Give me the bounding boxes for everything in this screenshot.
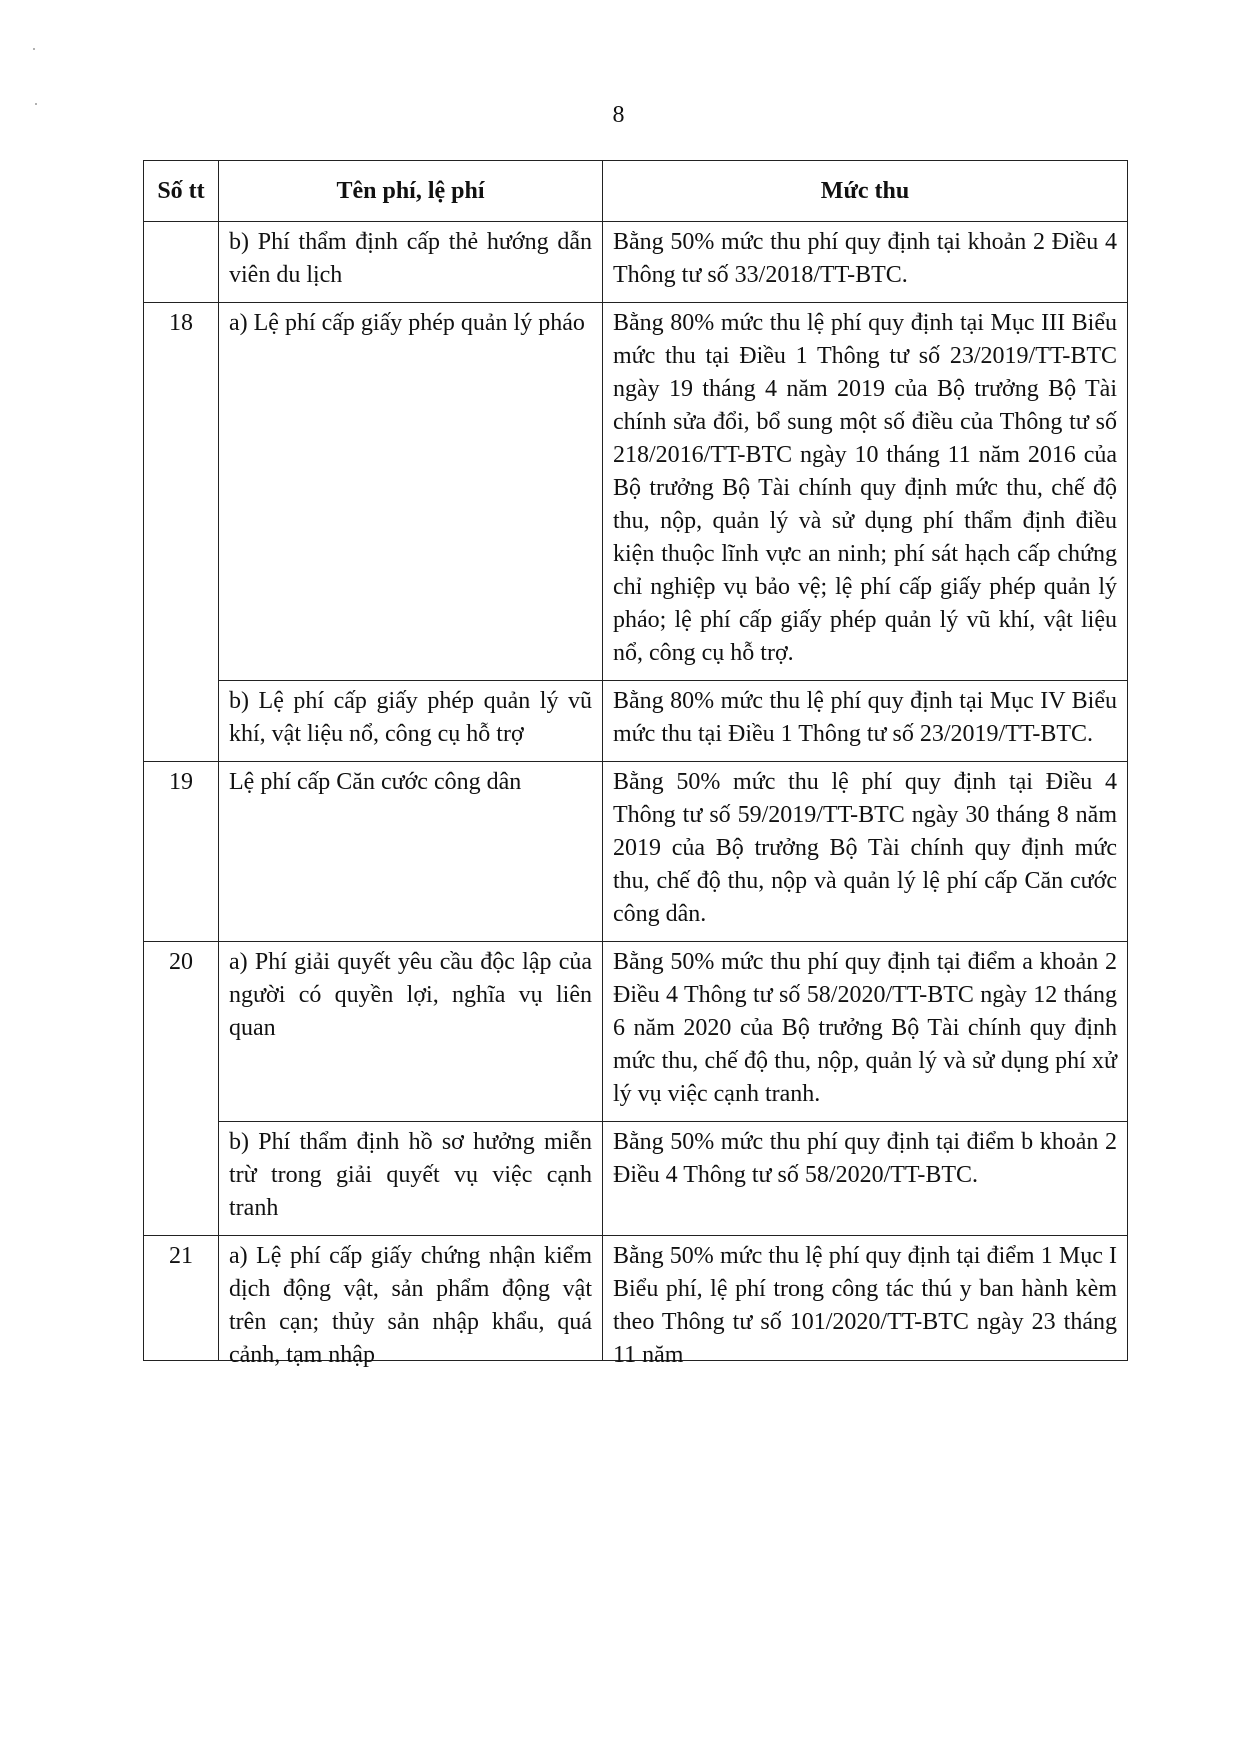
header-name: Tên phí, lệ phí — [219, 161, 603, 222]
fee-name — [219, 1236, 603, 1368]
fee-name: b) Phí thẩm định cấp thẻ hướng dẫn viên du lịch — [219, 222, 603, 303]
row-stt-text: 21 — [169, 1243, 193, 1269]
row-stt — [144, 1236, 219, 1361]
fee-name: b) Phí thẩm định hồ sơ hưởng miễn trừ trong giải quyết vụ việc cạnh tranh — [219, 1122, 603, 1236]
table-row — [144, 222, 1128, 303]
fee-rate: Bằng 50% mức thu lệ phí quy định tại Điều 4 Thông tư số 59/2019/TT-BTC ngày 30 tháng 8 năm 2019 của Bộ trưởng Bộ Tài chính quy định mức thu, chế độ thu, nộp và quản lý lệ phí cấp Căn cước công dân. — [603, 762, 1128, 942]
scan-speck — [33, 48, 35, 50]
fee-name: a) Lệ phí cấp giấy phép quản lý pháo — [219, 303, 603, 681]
table-row — [144, 1122, 1128, 1236]
fee-rate: Bằng 80% mức thu lệ phí quy định tại Mục IV Biểu mức thu tại Điều 1 Thông tư số 23/2019/TT-BTC. — [603, 681, 1128, 762]
fee-rate: Bằng 50% mức thu phí quy định tại điểm b khoản 2 Điều 4 Thông tư số 58/2020/TT-BTC. — [603, 1122, 1128, 1236]
fee-name: Lệ phí cấp Căn cước công dân — [219, 762, 603, 942]
table-row — [144, 681, 1128, 762]
fee-rate-text: Bằng 50% mức thu lệ phí quy định tại điểm 1 Mục I Biểu phí, lệ phí trong công tác thú y ban hành kèm theo Thông tư số 101/2020/TT-BTC ngày 23 tháng 11 năm — [613, 1243, 1117, 1368]
row-stt: 19 — [144, 762, 219, 942]
fee-rate — [603, 1236, 1128, 1368]
table-row — [144, 303, 1128, 681]
table-header-row — [144, 161, 1128, 222]
row-stt: 18 — [144, 303, 219, 762]
fee-name-text: a) Lệ phí cấp giấy chứng nhận kiểm dịch động vật, sản phẩm động vật trên cạn; thủy sản nhập khẩu, quá cảnh, tạm nhập — [229, 1243, 592, 1368]
table-row — [144, 942, 1128, 1122]
header-rate: Mức thu — [603, 161, 1128, 222]
row-stt — [144, 222, 219, 303]
fee-name: b) Lệ phí cấp giấy phép quản lý vũ khí, vật liệu nổ, công cụ hỗ trợ — [219, 681, 603, 762]
row-stt: 20 — [144, 942, 219, 1236]
header-stt: Số tt — [144, 161, 219, 222]
fee-rate: Bằng 50% mức thu phí quy định tại khoản 2 Điều 4 Thông tư số 33/2018/TT-BTC. — [603, 222, 1128, 303]
fee-rate: Bằng 80% mức thu lệ phí quy định tại Mục III Biểu mức thu tại Điều 1 Thông tư số 23/2019/TT-BTC ngày 19 tháng 4 năm 2019 của Bộ trưởng Bộ Tài chính sửa đổi, bổ sung một số điều của Thông tư số 218/2016/TT-BTC ngày 10 tháng 11 năm 2016 của Bộ trưởng Bộ Tài chính quy định mức thu, chế độ thu, nộp, quản lý và sử dụng phí thẩm định điều kiện thuộc lĩnh vực an ninh; phí sát hạch cấp chứng chỉ nghiệp vụ bảo vệ; lệ phí cấp giấy phép quản lý pháo; lệ phí cấp giấy phép quản lý vũ khí, vật liệu nổ, công cụ hỗ trợ. — [603, 303, 1128, 681]
table-row — [144, 1236, 1128, 1361]
page-number: 8 — [612, 102, 625, 128]
fee-table — [143, 160, 1128, 1368]
table-row — [144, 762, 1128, 942]
fee-rate: Bằng 50% mức thu phí quy định tại điểm a khoản 2 Điều 4 Thông tư số 58/2020/TT-BTC ngày 12 tháng 6 năm 2020 của Bộ trưởng Bộ Tài chính quy định mức thu, chế độ thu, nộp, quản lý và sử dụng phí xử lý vụ việc cạnh tranh. — [603, 942, 1128, 1122]
fee-name: a) Phí giải quyết yêu cầu độc lập của người có quyền lợi, nghĩa vụ liên quan — [219, 942, 603, 1122]
